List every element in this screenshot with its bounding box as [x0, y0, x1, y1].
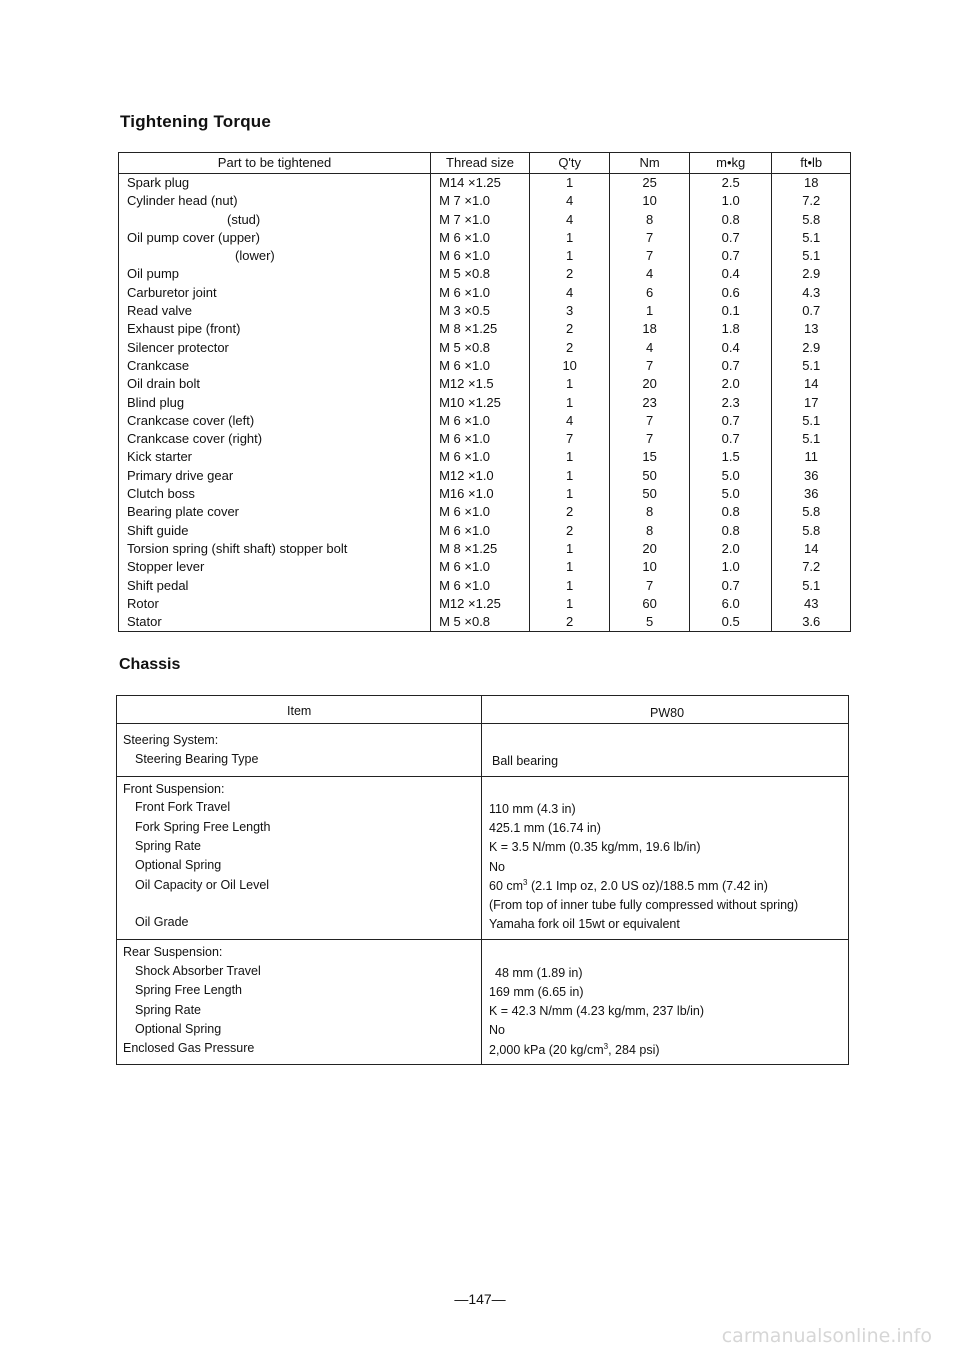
ftlb-cell: 36: [772, 467, 851, 485]
steering-heading: Steering System:: [123, 733, 219, 747]
rear-spring-rate-label: Spring Rate: [135, 1003, 202, 1017]
table-row: [119, 211, 851, 229]
steering-bearing-label: Steering Bearing Type: [135, 752, 259, 766]
mkg-cell: 5.0: [689, 467, 772, 485]
steering-bearing-value: Ball bearing: [492, 754, 559, 768]
torque-table-body: [119, 174, 851, 632]
quantity-cell: 1: [529, 485, 610, 503]
part-cell: Carburetor joint: [119, 284, 431, 302]
ftlb-cell: 5.1: [772, 357, 851, 375]
quantity-cell: 1: [529, 247, 610, 265]
part-cell: Blind plug: [119, 394, 431, 412]
table-row: [119, 339, 851, 357]
thread-size-cell: M 6 ×1.0: [431, 430, 530, 448]
rear-spring-free-length-value: 169 mm (6.65 in): [489, 985, 584, 999]
thread-size-cell: M 5 ×0.8: [431, 265, 530, 283]
thread-size-cell: M12 ×1.0: [431, 467, 530, 485]
part-cell: Oil drain bolt: [119, 375, 431, 393]
quantity-cell: 2: [529, 265, 610, 283]
thread-size-cell: M16 ×1.0: [431, 485, 530, 503]
table-row: [119, 503, 851, 521]
rear-optional-spring-value: No: [489, 1023, 505, 1037]
rear-spring-rate-value: K = 42.3 N/mm (4.23 kg/mm, 237 lb/in): [489, 1004, 705, 1018]
nm-cell: 7: [610, 247, 689, 265]
thread-size-cell: M 6 ×1.0: [431, 284, 530, 302]
quantity-cell: 1: [529, 540, 610, 558]
quantity-cell: 4: [529, 284, 610, 302]
table-row: [119, 577, 851, 595]
part-cell: Shift pedal: [119, 577, 431, 595]
ftlb-cell: 5.1: [772, 577, 851, 595]
part-cell: Rotor: [119, 595, 431, 613]
quantity-cell: 2: [529, 320, 610, 338]
mkg-cell: 5.0: [689, 485, 772, 503]
table-row: [119, 540, 851, 558]
header-model: PW80: [650, 706, 685, 720]
oil-capacity-label: Oil Capacity or Oil Level: [135, 878, 270, 892]
mkg-cell: 0.7: [689, 357, 772, 375]
part-cell: Silencer protector: [119, 339, 431, 357]
thread-size-cell: M 6 ×1.0: [431, 247, 530, 265]
ftlb-cell: 5.1: [772, 247, 851, 265]
rear-suspension-heading: Rear Suspension:: [123, 945, 223, 959]
nm-cell: 7: [610, 577, 689, 595]
nm-cell: 7: [610, 430, 689, 448]
header-quantity: Q'ty: [529, 153, 610, 174]
part-cell: Crankcase cover (right): [119, 430, 431, 448]
front-fork-travel-label: Front Fork Travel: [135, 800, 231, 814]
front-optional-spring-value: No: [489, 860, 505, 874]
part-cell: Spark plug: [119, 174, 431, 193]
table-row: [119, 174, 851, 193]
mkg-cell: 2.0: [689, 540, 772, 558]
nm-cell: 8: [610, 522, 689, 540]
part-cell: Read valve: [119, 302, 431, 320]
table-row: [119, 595, 851, 613]
thread-size-cell: M 6 ×1.0: [431, 229, 530, 247]
thread-size-cell: M 8 ×1.25: [431, 320, 530, 338]
mkg-cell: 0.4: [689, 339, 772, 357]
mkg-cell: 1.0: [689, 192, 772, 210]
table-row: [119, 320, 851, 338]
header-item: Item: [287, 704, 312, 718]
ftlb-cell: 36: [772, 485, 851, 503]
part-cell: Bearing plate cover: [119, 503, 431, 521]
thread-size-cell: M 7 ×1.0: [431, 211, 530, 229]
mkg-cell: 0.1: [689, 302, 772, 320]
front-optional-spring-label: Optional Spring: [135, 858, 222, 872]
quantity-cell: 1: [529, 467, 610, 485]
mkg-cell: 0.7: [689, 247, 772, 265]
chassis-section-title: Chassis: [119, 656, 181, 673]
ftlb-cell: 5.8: [772, 503, 851, 521]
front-spring-rate-label: Spring Rate: [135, 839, 202, 853]
fork-spring-free-length-value: 425.1 mm (16.74 in): [489, 821, 601, 835]
part-cell: Crankcase: [119, 357, 431, 375]
ftlb-cell: 13: [772, 320, 851, 338]
header-ftlb: ft•lb: [772, 153, 851, 174]
enclosed-gas-pressure-label: Enclosed Gas Pressure: [123, 1041, 255, 1055]
quantity-cell: 1: [529, 375, 610, 393]
ftlb-cell: 14: [772, 375, 851, 393]
mkg-cell: 0.7: [689, 430, 772, 448]
shock-absorber-travel-label: Shock Absorber Travel: [135, 964, 261, 978]
oil-grade-label: Oil Grade: [135, 915, 189, 929]
table-row: [119, 522, 851, 540]
mkg-cell: 0.7: [689, 229, 772, 247]
table-row: [119, 430, 851, 448]
mkg-cell: 2.0: [689, 375, 772, 393]
quantity-cell: 4: [529, 192, 610, 210]
oil-grade-value: Yamaha fork oil 15wt or equivalent: [489, 917, 680, 931]
tightening-torque-table: [118, 152, 851, 632]
table-row: [119, 302, 851, 320]
nm-cell: 10: [610, 192, 689, 210]
nm-cell: 4: [610, 265, 689, 283]
ftlb-cell: 0.7: [772, 302, 851, 320]
column-divider: [481, 696, 482, 1064]
mkg-cell: 0.5: [689, 613, 772, 632]
mkg-cell: 0.8: [689, 211, 772, 229]
oil-capacity-value: 60 $cm^3$ (2.1 Imp oz, 2.0 US oz)/188.5 mm (7.42 in): [489, 877, 768, 893]
row-divider: [117, 723, 848, 724]
quantity-cell: 4: [529, 412, 610, 430]
quantity-cell: 3: [529, 302, 610, 320]
torque-section-title: Tightening Torque: [120, 112, 272, 131]
thread-size-cell: M12 ×1.25: [431, 595, 530, 613]
nm-cell: 7: [610, 357, 689, 375]
table-row: [119, 467, 851, 485]
table-row: [119, 485, 851, 503]
header-nm: Nm: [610, 153, 689, 174]
thread-size-cell: M 8 ×1.25: [431, 540, 530, 558]
ftlb-cell: 4.3: [772, 284, 851, 302]
part-cell: Torsion spring (shift shaft) stopper bolt: [119, 540, 431, 558]
table-row: [119, 448, 851, 466]
thread-size-cell: M 6 ×1.0: [431, 577, 530, 595]
rear-optional-spring-label: Optional Spring: [135, 1022, 222, 1036]
thread-size-cell: M 7 ×1.0: [431, 192, 530, 210]
part-cell: Cylinder head (nut): [119, 192, 431, 210]
thread-size-cell: M 6 ×1.0: [431, 357, 530, 375]
ftlb-cell: 43: [772, 595, 851, 613]
thread-size-cell: M 6 ×1.0: [431, 558, 530, 576]
mkg-cell: 1.0: [689, 558, 772, 576]
table-row: [119, 247, 851, 265]
thread-size-cell: M 6 ×1.0: [431, 412, 530, 430]
part-cell: Stopper lever: [119, 558, 431, 576]
nm-cell: 7: [610, 412, 689, 430]
nm-cell: 8: [610, 211, 689, 229]
mkg-cell: 1.8: [689, 320, 772, 338]
table-row: [119, 265, 851, 283]
mkg-cell: 0.6: [689, 284, 772, 302]
quantity-cell: 2: [529, 339, 610, 357]
ftlb-cell: 5.1: [772, 430, 851, 448]
quantity-cell: 1: [529, 448, 610, 466]
nm-cell: 25: [610, 174, 689, 193]
ftlb-cell: 2.9: [772, 265, 851, 283]
table-header-row: [119, 153, 851, 174]
ftlb-cell: 5.8: [772, 211, 851, 229]
thread-size-cell: M14 ×1.25: [431, 174, 530, 193]
part-cell: Oil pump: [119, 265, 431, 283]
quantity-cell: 1: [529, 229, 610, 247]
ftlb-cell: 7.2: [772, 192, 851, 210]
rear-spring-free-length-label: Spring Free Length: [135, 983, 243, 997]
mkg-cell: 2.5: [689, 174, 772, 193]
nm-cell: 5: [610, 613, 689, 632]
front-suspension-heading: Front Suspension:: [123, 782, 225, 796]
part-cell: (stud): [119, 211, 431, 229]
quantity-cell: 2: [529, 613, 610, 632]
ftlb-cell: 17: [772, 394, 851, 412]
nm-cell: 7: [610, 229, 689, 247]
table-row: [119, 375, 851, 393]
quantity-cell: 4: [529, 211, 610, 229]
quantity-cell: 10: [529, 357, 610, 375]
ftlb-cell: 18: [772, 174, 851, 193]
ftlb-cell: 7.2: [772, 558, 851, 576]
table-row: [119, 284, 851, 302]
nm-cell: 8: [610, 503, 689, 521]
enclosed-gas-pressure-value: 2,000 kPa (20 $kg/cm^3$, 284 psi): [489, 1041, 660, 1057]
shock-absorber-travel-value: 48 mm (1.89 in): [495, 966, 583, 980]
thread-size-cell: M 6 ×1.0: [431, 448, 530, 466]
table-row: [119, 357, 851, 375]
mkg-cell: 0.4: [689, 265, 772, 283]
ftlb-cell: 3.6: [772, 613, 851, 632]
row-divider: [117, 776, 848, 777]
thread-size-cell: M 5 ×0.8: [431, 339, 530, 357]
part-cell: Primary drive gear: [119, 467, 431, 485]
mkg-cell: 0.7: [689, 577, 772, 595]
mkg-cell: 2.3: [689, 394, 772, 412]
nm-cell: 50: [610, 467, 689, 485]
quantity-cell: 2: [529, 522, 610, 540]
table-row: [119, 394, 851, 412]
nm-cell: 10: [610, 558, 689, 576]
part-cell: Exhaust pipe (front): [119, 320, 431, 338]
nm-cell: 20: [610, 375, 689, 393]
table-row: [119, 613, 851, 632]
nm-cell: 6: [610, 284, 689, 302]
mkg-cell: 6.0: [689, 595, 772, 613]
quantity-cell: 1: [529, 394, 610, 412]
nm-cell: 18: [610, 320, 689, 338]
nm-cell: 15: [610, 448, 689, 466]
table-row: [119, 558, 851, 576]
part-cell: Shift guide: [119, 522, 431, 540]
chassis-spec-table: [116, 695, 849, 1065]
quantity-cell: 1: [529, 577, 610, 595]
nm-cell: 60: [610, 595, 689, 613]
table-row: [119, 229, 851, 247]
header-thread-size: Thread size: [431, 153, 530, 174]
part-cell: (lower): [119, 247, 431, 265]
nm-cell: 23: [610, 394, 689, 412]
table-row: [119, 192, 851, 210]
thread-size-cell: M12 ×1.5: [431, 375, 530, 393]
nm-cell: 20: [610, 540, 689, 558]
part-cell: Crankcase cover (left): [119, 412, 431, 430]
ftlb-cell: 11: [772, 448, 851, 466]
thread-size-cell: M 3 ×0.5: [431, 302, 530, 320]
quantity-cell: 2: [529, 503, 610, 521]
oil-level-note: (From top of inner tube fully compressed without spring): [489, 898, 799, 912]
header-mkg: m•kg: [689, 153, 772, 174]
front-fork-travel-value: 110 mm (4.3 in): [489, 802, 576, 816]
mkg-cell: 1.5: [689, 448, 772, 466]
ftlb-cell: 5.1: [772, 412, 851, 430]
thread-size-cell: M10 ×1.25: [431, 394, 530, 412]
ftlb-cell: 5.1: [772, 229, 851, 247]
nm-cell: 50: [610, 485, 689, 503]
part-cell: Stator: [119, 613, 431, 632]
ftlb-cell: 5.8: [772, 522, 851, 540]
fork-spring-free-length-label: Fork Spring Free Length: [135, 820, 271, 834]
thread-size-cell: M 5 ×0.8: [431, 613, 530, 632]
header-part: Part to be tightened: [119, 153, 431, 174]
page-number: —147—: [454, 1291, 506, 1307]
watermark: carmanualsonline.info: [721, 1325, 932, 1347]
thread-size-cell: M 6 ×1.0: [431, 522, 530, 540]
quantity-cell: 1: [529, 595, 610, 613]
mkg-cell: 0.8: [689, 503, 772, 521]
quantity-cell: 7: [529, 430, 610, 448]
ftlb-cell: 14: [772, 540, 851, 558]
part-cell: Oil pump cover (upper): [119, 229, 431, 247]
mkg-cell: 0.8: [689, 522, 772, 540]
part-cell: Clutch boss: [119, 485, 431, 503]
table-row: [119, 412, 851, 430]
quantity-cell: 1: [529, 558, 610, 576]
thread-size-cell: M 6 ×1.0: [431, 503, 530, 521]
row-divider: [117, 939, 848, 940]
nm-cell: 1: [610, 302, 689, 320]
front-spring-rate-value: K = 3.5 N/mm (0.35 kg/mm, 19.6 lb/in): [489, 840, 701, 854]
quantity-cell: 1: [529, 174, 610, 193]
mkg-cell: 0.7: [689, 412, 772, 430]
nm-cell: 4: [610, 339, 689, 357]
ftlb-cell: 2.9: [772, 339, 851, 357]
part-cell: Kick starter: [119, 448, 431, 466]
